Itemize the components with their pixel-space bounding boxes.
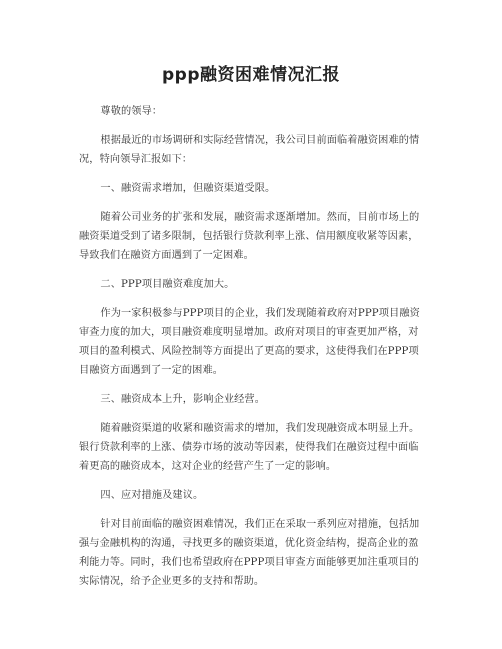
section-heading-1: 一、融资需求增加，但融资渠道受限。 [100, 183, 276, 194]
section-body-2: 作为一家积极参与PPP项目的企业，我们发现随着政府对PPP项目融资审查力度的加大，项目融资难度明显增加。政府对项目的审查更加严格，对项目的盈利模式、风险控制等方面提出了更高的要求，这使得我们在PPP项目融资方面遇到了一定的困难。 [79, 308, 420, 376]
salutation: 尊敬的领导： [100, 106, 163, 117]
document-body [79, 102, 427, 601]
section-heading-2: 二、PPP项目融资难度加大。 [100, 279, 235, 290]
section-heading-3: 三、融资成本上升，影响企业经营。 [100, 394, 266, 405]
section-heading-4: 四、应对措施及建议。 [100, 490, 204, 501]
document-title: ppp融资困难情况汇报 [161, 65, 340, 85]
section-body-1: 随着公司业务的扩张和发展，融资需求逐渐增加。然而，目前市场上的融资渠道受到了诸多限制，包括银行贷款利率上涨、信用额度收紧等因素，导致我们在融资方面遇到了一定困难。 [79, 212, 420, 261]
intro-paragraph: 根据最近的市场调研和实际经营情况，我公司目前面临着融资困难的情况，特向领导汇报如下： [79, 135, 420, 165]
section-body-3: 随着融资渠道的收紧和融资需求的增加，我们发现融资成本明显上升。银行贷款利率的上涨、债券市场的波动等因素，使得我们在融资过程中面临着更高的融资成本，这对企业的经营产生了一定的影响。 [79, 423, 420, 472]
section-body-4: 针对目前面临的融资困难情况，我们正在采取一系列应对措施，包括加强与金融机构的沟通，寻找更多的融资渠道，优化资金结构，提高企业的盈利能力等。同时，我们也希望政府在PPP项目审查方面能够更加注重项目的实际情况，给予企业更多的支持和帮助。 [79, 519, 420, 587]
